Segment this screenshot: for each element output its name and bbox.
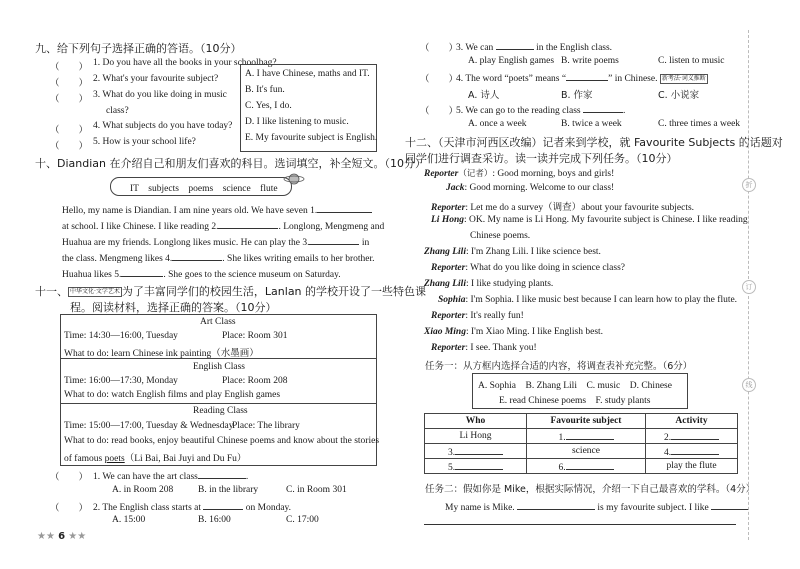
- dialog-line-8: Sophia: I'm Sophia. I like music best because I can learn how to play the flute.: [438, 295, 738, 305]
- word-bank: IT subjects poems science flute: [130, 184, 278, 194]
- s11-q1-a: A. in Room 208: [112, 485, 174, 495]
- dialog-line-6: Reporter: What do you like doing in science class?: [431, 263, 626, 273]
- paren: （ ）: [50, 142, 89, 152]
- s11-q1: 1. We can have the art class .: [93, 469, 248, 482]
- section-12-title: 十二、（天津市河西区改编）记者来到学校，就 Favourite Subjects 的话题对: [405, 136, 783, 149]
- s9-q1: 1. Do you have all the books in your schoolbag?: [93, 58, 277, 68]
- r-q4-b: B. 作家: [561, 90, 593, 101]
- dialog-line-7: Zhang Lili: I like studying plants.: [424, 279, 554, 289]
- dialog-line-3: Reporter: Let me do a survey（调查）about your favourite subjects.: [431, 203, 695, 213]
- section-10-title: 十、Diandian 在介绍自己和朋友们喜欢的科目。选词填空，补全短文。（10分）: [35, 157, 426, 170]
- s10-line3: Huahua are my friends. Longlong likes music. He can play the 3. in: [62, 235, 369, 248]
- eng-place: Place: Room 208: [222, 376, 288, 386]
- paren: （ ）: [50, 95, 89, 105]
- r-q5-c: C. three times a week: [658, 119, 741, 129]
- s9-opt-d: D. I like listening to music.: [245, 117, 349, 127]
- eng-title: English Class: [193, 362, 245, 372]
- read-do1: What to do: read books, enjoy beautiful Chinese poems and know about the stories: [64, 436, 380, 446]
- r-q3-a: A. play English games: [468, 56, 555, 66]
- s11-q2-a: A. 15:00: [112, 515, 146, 525]
- s9-opt-c: C. Yes, I do.: [245, 101, 292, 111]
- r-q5: 5. We can go to the reading class .: [456, 103, 625, 116]
- s11-q2: 2. The English class starts at on Monday.: [93, 500, 291, 513]
- art-place: Place: Room 301: [222, 331, 288, 341]
- s9-opt-e: E. My favourite subject is English.: [245, 133, 378, 143]
- task2-line2[interactable]: [424, 524, 736, 525]
- s10-line5: Huahua likes 5. . She goes to the science museum on Saturday.: [62, 267, 341, 280]
- read-time: Time: 15:00—17:00, Tuesday & Wednesday: [64, 421, 234, 431]
- s11-q1-b: B. in the library: [198, 485, 259, 495]
- r-q4-c: C. 小说家: [658, 90, 700, 101]
- paren: （ ）: [420, 44, 459, 54]
- art-do: What to do: learn Chinese ink painting（水墨画）: [64, 349, 259, 359]
- art-title: Art Class: [200, 317, 236, 327]
- dialog-line-10: Xiao Ming: I'm Xiao Ming. I like English best.: [424, 327, 604, 337]
- section-12-title-cont: 同学们进行调查采访。读一读并完成下列任务。（10分）: [405, 152, 678, 165]
- task1-title: 任务一：从方框内选择合适的内容，将调查表补充完整。（6分）: [425, 361, 693, 372]
- s10-line1: Hello, my name is Diandian. I am nine years old. We have seven 1.: [62, 203, 372, 216]
- section-11-title: 十一、 中华文化·文学艺术 为了丰富同学们的校园生活，Lanlan 的学校开设了一些特色课: [35, 285, 427, 298]
- table-header: Who Favourite subject Activity: [425, 414, 738, 429]
- paren: （ ）: [50, 79, 89, 89]
- art-time: Time: 14:30—16:00, Tuesday: [64, 331, 178, 341]
- eng-do: What to do: watch English films and play English games: [64, 390, 281, 400]
- paren: （ ）: [420, 107, 459, 117]
- read-title: Reading Class: [193, 406, 248, 416]
- s9-q3-cont: class?: [106, 106, 129, 116]
- page-number: ★★ 6 ★★: [37, 531, 87, 542]
- paren: （ ）: [50, 473, 89, 483]
- s9-q4: 4. What subjects do you have today?: [93, 121, 233, 131]
- survey-table: [424, 413, 738, 474]
- table-row: Li Hong 1. 2.: [425, 429, 738, 444]
- dialog-line-1: Reporter（记者）: Good morning, boys and girls!: [424, 169, 615, 179]
- table-row: 5. 6. play the flute: [425, 459, 738, 474]
- r-q4-a: A. 诗人: [468, 90, 500, 101]
- section-11-title-cont: 程。阅读材料，选择正确的答案。（10分）: [70, 301, 277, 314]
- r-q3: 3. We can in the English class.: [456, 40, 612, 53]
- r-q5-b: B. twice a week: [561, 119, 622, 129]
- task1-opts-row2: E. read Chinese poems F. study plants: [499, 396, 651, 406]
- paren: （ ）: [50, 126, 89, 136]
- s9-q2: 2. What's your favourite subject?: [93, 74, 219, 84]
- table-row: 3. science 4.: [425, 444, 738, 459]
- r-q5-a: A. once a week: [468, 119, 527, 129]
- side-mark-line: 线: [742, 378, 756, 392]
- s9-q3: 3. What do you like doing in music: [93, 90, 227, 100]
- s11-q2-b: B. 16:00: [198, 515, 231, 525]
- paren: （ ）: [50, 504, 89, 514]
- s9-opt-a: A. I have Chinese, maths and IT.: [245, 69, 370, 79]
- dialog-line-2: Jack: Good morning. Welcome to our class!: [446, 183, 615, 193]
- r-q4: 4. The word “poets” means “ ” in Chinese. 新考法·词义推断: [456, 71, 708, 84]
- s9-opt-b: B. It's fun.: [245, 85, 285, 95]
- section-9-title: 九、给下列句子选择正确的答语。（10分）: [35, 42, 242, 55]
- task2-line1[interactable]: My name is Mike. is my favourite subject. I like: [445, 500, 749, 513]
- dialog-line-11: Reporter: I see. Thank you!: [431, 343, 537, 353]
- r-q3-b: B. write poems: [561, 56, 619, 66]
- r-q3-c: C. listen to music: [658, 56, 725, 66]
- side-mark-bind: 订: [742, 280, 756, 294]
- task2-title: 任务二：假如你是 Mike，根据实际情况，介绍一下自己最喜欢的学科。（4分）: [425, 484, 756, 495]
- dialog-line-5: Zhang Lili: I'm Zhang Lili. I like science best.: [424, 247, 601, 257]
- planet-icon: [283, 170, 305, 188]
- s11-q1-c: C. in Room 301: [286, 485, 347, 495]
- s9-q5: 5. How is your school life?: [93, 137, 196, 147]
- side-mark-fold: 折: [742, 178, 756, 192]
- eng-time: Time: 16:00—17:30, Monday: [64, 376, 178, 386]
- read-do2: of famous poets（Li Bai, Bai Juyi and Du Fu）: [64, 454, 247, 464]
- s10-line4: the class. Mengmeng likes 4. . She likes writing emails to her brother.: [62, 251, 375, 264]
- paren: （ ）: [420, 75, 459, 85]
- read-place: Place: The library: [232, 421, 300, 431]
- s10-line2: at school. I like Chinese. I like reading 2. . Longlong, Mengmeng and: [62, 219, 384, 232]
- dialog-line-9: Reporter: It's really fun!: [431, 311, 524, 321]
- paren: （ ）: [50, 63, 89, 73]
- dialog-line-4: Li Hong: OK. My name is Li Hong. My favourite subject is Chinese. I like reading: [431, 215, 748, 225]
- s11-q2-c: C. 17:00: [286, 515, 319, 525]
- dialog-line-4-cont: Chinese poems.: [470, 231, 531, 241]
- task1-opts-row1: A. Sophia B. Zhang Lili C. music D. Chinese: [478, 381, 672, 391]
